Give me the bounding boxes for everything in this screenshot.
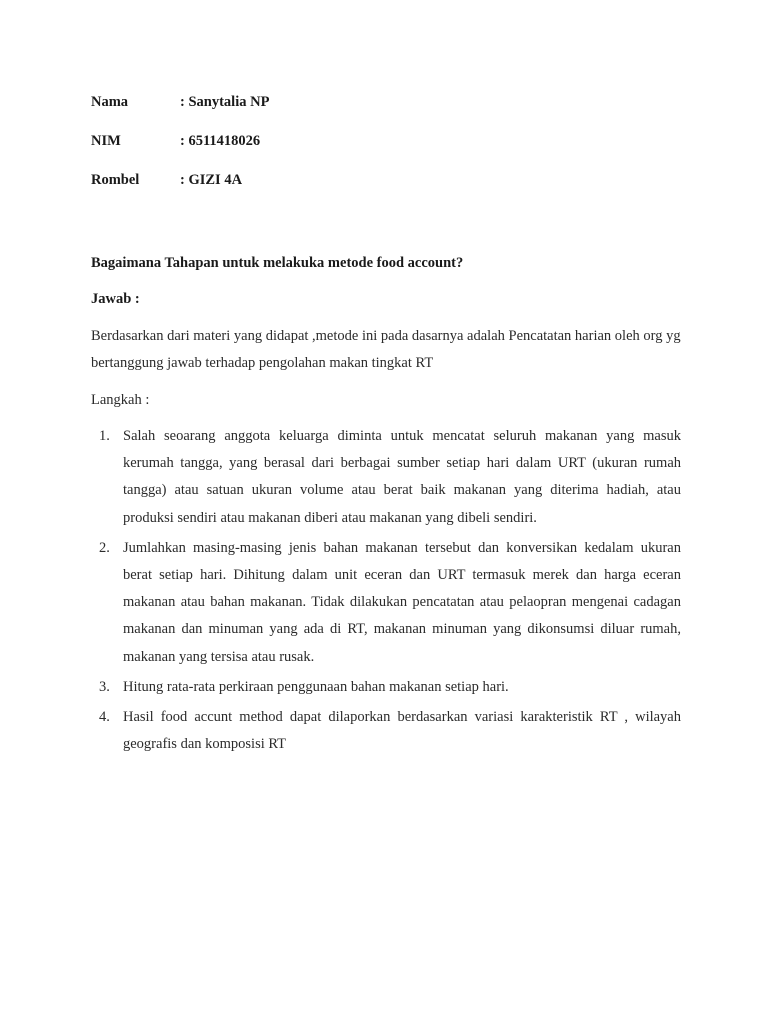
step-number: 1.	[99, 428, 110, 444]
identity-row-name	[91, 91, 681, 130]
step-number: 3.	[99, 678, 110, 695]
step-text: Salah seoarang anggota keluarga diminta untuk mencatat seluruh makanan yang masuk kerumah tangga, yang berasal dari berbagai sumber setiap hari dalam URT (ukuran rumah tangga) atau satuan ukuran volume atau berat baik makanan yang diterima hadiah, atau produksi sendiri atau makanan diberi atau makanan yang dibeli sendiri.	[123, 428, 681, 526]
steps-list	[91, 423, 681, 758]
list-item	[91, 535, 681, 671]
step-number: 4.	[99, 709, 110, 726]
step-number: 2.	[99, 539, 110, 556]
intro-paragraph: Berdasarkan dari materi yang didapat ,metode ini pada dasarnya adalah Pencatatan harian oleh org yg bertanggung jawab terhadap pengolahan makan tingkat RT	[91, 328, 681, 371]
identity-value: : GIZI 4A	[180, 172, 243, 188]
identity-label: Rombel	[91, 172, 140, 188]
identity-label: Nama	[91, 94, 129, 110]
step-text: Jumlahkan masing-masing jenis bahan makanan tersebut dan konversikan kedalam ukuran berat setiap hari. Dihitung dalam unit eceran dan URT termasuk merek dan harga eceran makanan atau bahan makanan. Tidak dilakukan pencatatan atau pelaopran mengenai cadagan makanan dan minuman yang ada di RT, makanan minuman yang dikonsumsi diluar rumah, makanan yang tersisa atau rusak.	[123, 539, 681, 665]
list-item	[91, 674, 681, 701]
step-text: Hasil food accunt method dapat dilaporkan berdasarkan variasi karakteristik RT , wilayah geografis dan komposisi RT	[123, 709, 681, 753]
step-text: Hitung rata-rata perkiraan penggunaan bahan makanan setiap hari.	[123, 678, 509, 695]
identity-row-nim	[91, 130, 681, 169]
question-heading: Bagaimana Tahapan untuk melakuka metode food account?	[91, 255, 464, 271]
identity-value: : Sanytalia NP	[180, 94, 270, 110]
steps-label: Langkah :	[91, 392, 150, 408]
identity-label: NIM	[91, 133, 121, 149]
list-item	[91, 704, 681, 758]
identity-value: : 6511418026	[180, 133, 261, 149]
answer-label: Jawab :	[91, 291, 140, 307]
list-item	[91, 423, 681, 532]
identity-row-rombel	[91, 169, 681, 208]
